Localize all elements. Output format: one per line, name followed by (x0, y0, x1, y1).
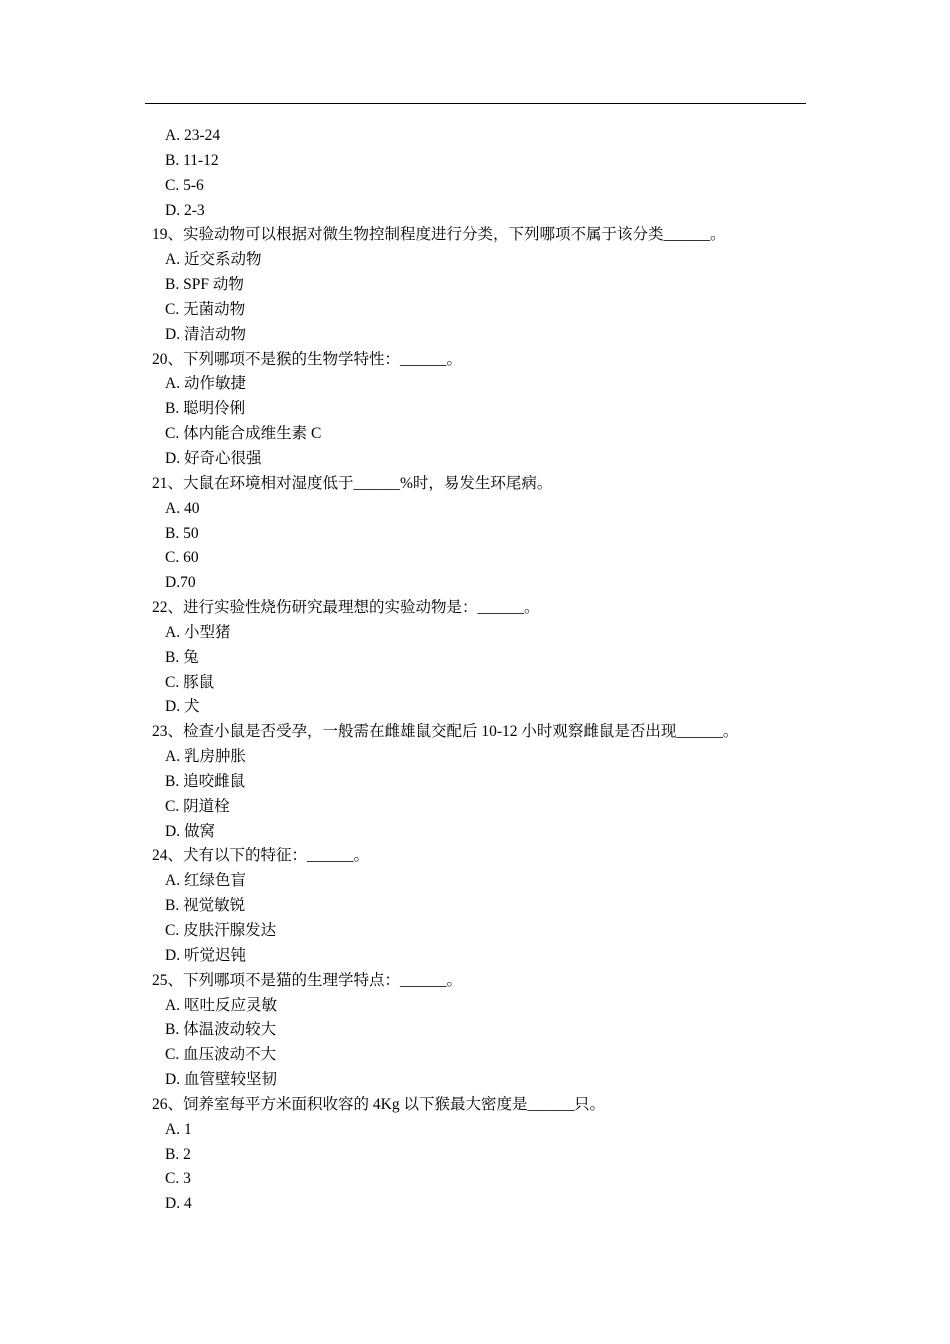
option-a: A. 23-24 (165, 127, 221, 144)
question-19-option-b: B. SPF 动物 (165, 276, 244, 294)
question-list (0, 124, 950, 1217)
question-25: 25、下列哪项不是猫的生理学特点：______。 (152, 971, 463, 989)
question-24: 24、犬有以下的特征：______。 (152, 847, 370, 865)
question-22: 22、进行实验性烧伤研究最理想的实验动物是：______。 (152, 599, 540, 617)
header-rule (145, 103, 806, 104)
question-20-option-b: B. 聪明伶俐 (165, 400, 246, 418)
question-24-option-a: A. 红绿色盲 (165, 872, 246, 890)
question-19-option-a: A. 近交系动物 (165, 251, 262, 269)
question-20-option-d: D. 好奇心很强 (165, 449, 262, 467)
question-21-option-a: A. 40 (165, 499, 200, 517)
question-21-option-c: C. 60 (165, 549, 199, 567)
question-21-option-d: D.70 (165, 574, 196, 592)
question-23-option-b: B. 追咬雌鼠 (165, 772, 246, 790)
question-23: 23、检查小鼠是否受孕，一般需在雌雄鼠交配后 10-12 小时观察雌鼠是否出现______。 (152, 723, 739, 741)
question-26-option-c: C. 3 (165, 1170, 191, 1188)
question-25-option-b: B. 体温波动较大 (165, 1021, 277, 1039)
question-23-option-c: C. 阴道栓 (165, 797, 230, 815)
option-c: C. 5-6 (165, 176, 204, 194)
question-19-option-d: D. 清洁动物 (165, 325, 246, 343)
question-20-option-c: C. 体内能合成维生素 C (165, 425, 322, 443)
question-21: 21、大鼠在环境相对湿度低于______%时，易发生环尾病。 (152, 474, 553, 492)
question-25-option-c: C. 血压波动不大 (165, 1046, 277, 1064)
question-19: 19、实验动物可以根据对微生物控制程度进行分类，下列哪项不属于该分类______。 (152, 226, 726, 244)
question-24-option-c: C. 皮肤汗腺发达 (165, 922, 277, 939)
question-24-option-b: B. 视觉敏锐 (165, 897, 246, 915)
question-20: 20、下列哪项不是猴的生物学特性：______。 (152, 350, 463, 368)
question-26: 26、饲养室每平方米面积收容的 4Kg 以下猴最大密度是______只。 (152, 1095, 605, 1113)
question-25-option-a: A. 呕吐反应灵敏 (165, 996, 277, 1014)
question-20-option-a: A. 动作敏捷 (165, 375, 246, 393)
question-22-option-a: A. 小型猪 (165, 623, 231, 641)
question-23-option-a: A. 乳房肿胀 (165, 748, 246, 766)
question-26-option-d: D. 4 (165, 1195, 192, 1213)
question-19-option-c: C. 无菌动物 (165, 300, 246, 318)
question-23-option-d: D. 做窝 (165, 822, 215, 840)
question-22-option-d: D. 犬 (165, 698, 200, 716)
option-d: D. 2-3 (165, 201, 205, 219)
question-26-option-b: B. 2 (165, 1145, 191, 1163)
question-26-option-a: A. 1 (165, 1120, 192, 1138)
question-25-option-d: D. 血管壁较坚韧 (165, 1071, 277, 1089)
question-24-option-d: D. 听觉迟钝 (165, 946, 246, 964)
question-22-option-c: C. 豚鼠 (165, 673, 215, 691)
option-b: B. 11-12 (165, 151, 219, 169)
question-22-option-b: B. 兔 (165, 648, 199, 666)
question-21-option-b: B. 50 (165, 524, 199, 542)
